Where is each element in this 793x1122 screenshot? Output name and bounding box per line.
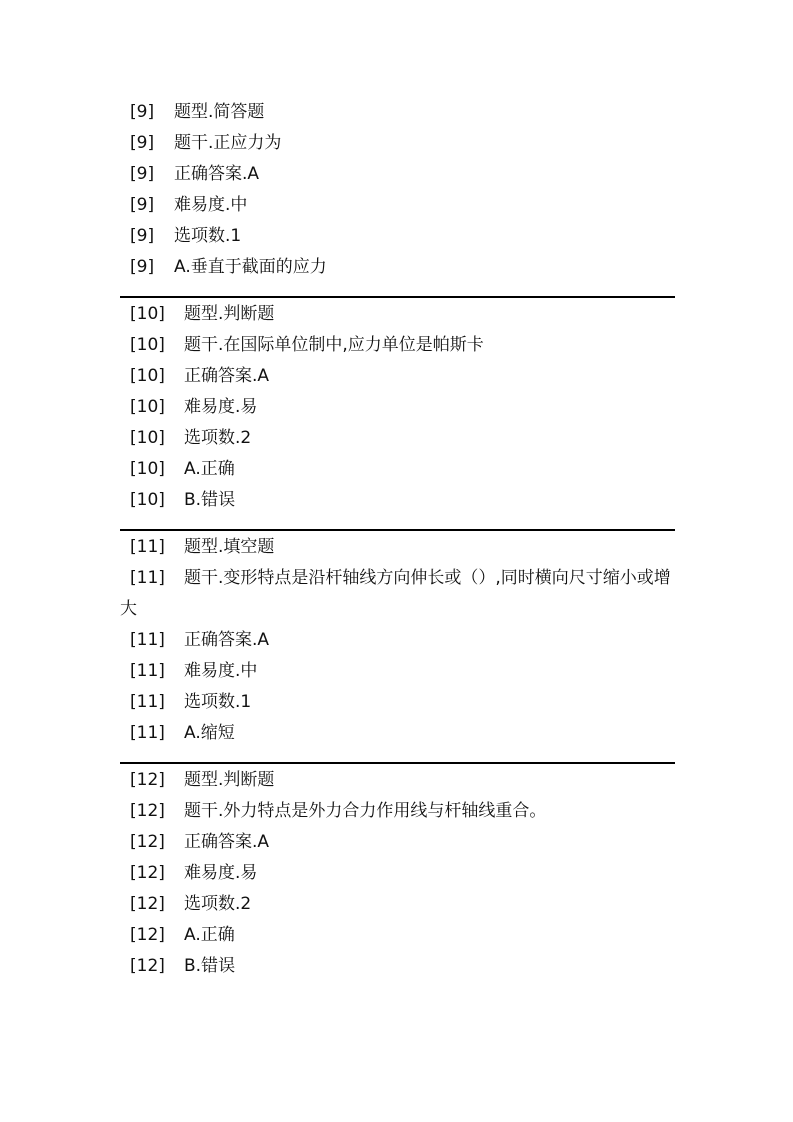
question-number: [9] <box>130 257 155 277</box>
option-b: B.错误 <box>184 490 236 510</box>
question-number: [12] <box>130 832 165 852</box>
question-line <box>120 454 675 485</box>
question-number: [11] <box>130 661 165 681</box>
question-line <box>120 361 675 392</box>
question-line <box>120 796 675 827</box>
difficulty: 难易度.中 <box>174 195 248 215</box>
question-line <box>120 159 675 190</box>
question-number: [10] <box>130 397 165 417</box>
question-line <box>120 656 675 687</box>
question-number: [10] <box>130 366 165 386</box>
question-line <box>120 687 675 718</box>
question-number: [11] <box>130 568 165 588</box>
question-line <box>120 889 675 920</box>
difficulty: 难易度.中 <box>184 661 258 681</box>
question-line <box>120 765 675 796</box>
question-number: [11] <box>130 537 165 557</box>
question-line <box>120 330 675 361</box>
correct-answer: 正确答案.A <box>184 366 270 386</box>
question-number: [9] <box>130 164 155 184</box>
option-b: B.错误 <box>184 956 236 976</box>
question-number: [12] <box>130 801 165 821</box>
question-stem: 题干.正应力为 <box>174 133 282 153</box>
difficulty: 难易度.易 <box>184 397 258 417</box>
question-type: 题型.简答题 <box>174 102 265 122</box>
question-line <box>120 625 675 656</box>
question-block-11 <box>120 532 675 749</box>
question-line <box>120 858 675 889</box>
question-stem: 题干.在国际单位制中,应力单位是帕斯卡 <box>184 335 484 355</box>
question-type: 题型.填空题 <box>184 537 275 557</box>
question-line <box>120 827 675 858</box>
question-number: [12] <box>130 863 165 883</box>
question-number: [10] <box>130 490 165 510</box>
question-number: [12] <box>130 894 165 914</box>
document-page <box>120 97 675 982</box>
question-number: [12] <box>130 925 165 945</box>
question-line <box>120 423 675 454</box>
question-line <box>120 563 675 625</box>
question-line <box>120 299 675 330</box>
question-line <box>120 252 675 283</box>
question-number: [12] <box>130 770 165 790</box>
question-line <box>120 392 675 423</box>
correct-answer: 正确答案.A <box>184 630 270 650</box>
question-number: [10] <box>130 459 165 479</box>
option-count: 选项数.1 <box>174 226 242 246</box>
option-count: 选项数.1 <box>184 692 252 712</box>
difficulty: 难易度.易 <box>184 863 258 883</box>
question-line <box>120 190 675 221</box>
question-number: [9] <box>130 195 155 215</box>
option-a: A.正确 <box>184 925 235 945</box>
question-block-9 <box>120 97 675 283</box>
question-line <box>120 951 675 982</box>
question-stem: 题干.变形特点是沿杆轴线方向伸长或（）,同时横向尺寸缩小或增大 <box>120 568 671 619</box>
question-block-10 <box>120 299 675 516</box>
question-line <box>120 532 675 563</box>
question-number: [12] <box>130 956 165 976</box>
question-number: [9] <box>130 226 155 246</box>
question-number: [11] <box>130 723 165 743</box>
question-number: [10] <box>130 428 165 448</box>
question-number: [9] <box>130 133 155 153</box>
question-stem: 题干.外力特点是外力合力作用线与杆轴线重合。 <box>184 801 547 821</box>
question-type: 题型.判断题 <box>184 304 275 324</box>
question-number: [11] <box>130 692 165 712</box>
question-line <box>120 97 675 128</box>
question-block-12 <box>120 765 675 982</box>
question-line <box>120 221 675 252</box>
question-line <box>120 485 675 516</box>
correct-answer: 正确答案.A <box>174 164 260 184</box>
question-number: [9] <box>130 102 155 122</box>
question-number: [10] <box>130 335 165 355</box>
option-a: A.缩短 <box>184 723 235 743</box>
question-line <box>120 920 675 951</box>
question-line <box>120 128 675 159</box>
question-type: 题型.判断题 <box>184 770 275 790</box>
question-number: [11] <box>130 630 165 650</box>
option-a: A.垂直于截面的应力 <box>174 257 327 277</box>
option-count: 选项数.2 <box>184 428 252 448</box>
option-count: 选项数.2 <box>184 894 252 914</box>
question-number: [10] <box>130 304 165 324</box>
option-a: A.正确 <box>184 459 235 479</box>
correct-answer: 正确答案.A <box>184 832 270 852</box>
question-line <box>120 718 675 749</box>
